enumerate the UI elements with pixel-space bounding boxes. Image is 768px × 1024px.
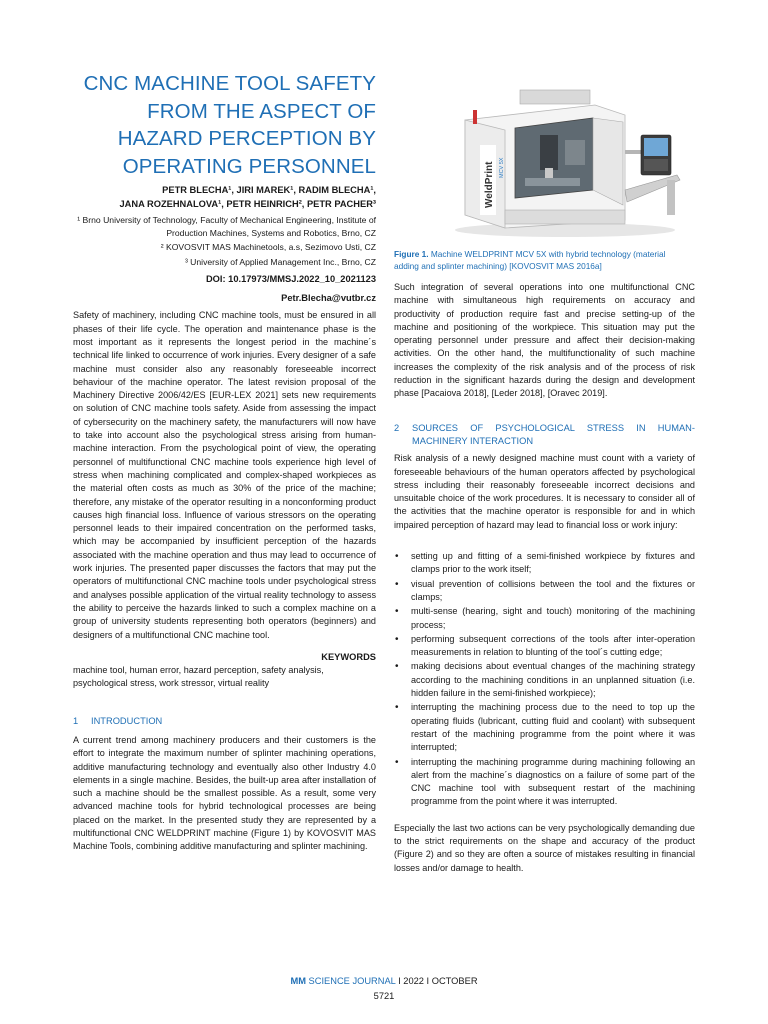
journal-year: 2022 — [400, 976, 427, 986]
affiliation-1: ¹ Brno University of Technology, Faculty of Mechanical Engineering, Institute of Production Machines, Systems and Robotics, Brno, CZ — [77, 215, 376, 238]
activity-list — [394, 550, 695, 809]
paper-title: CNC MACHINE TOOL SAFETY FROM THE ASPECT OF HAZARD PERCEPTION BY OPERATING PERSONNEL — [83, 72, 376, 178]
authors-line-2: JANA ROZEHNALOVA¹, PETR HEINRICH², PETR PACHER³ — [119, 198, 376, 209]
authors — [73, 184, 376, 211]
figure-1-label: Figure 1. — [394, 249, 429, 259]
list-item: • interrupting the machining programme during machining following an alert from the machine´s diagnostics on a failure of some part of the CNC machine tool with subsequent restart of the machining programme from the point where it was interrupted. — [394, 756, 695, 809]
doi: DOI: 10.17973/MMSJ.2022_10_2021123 — [205, 274, 376, 285]
journal-brand: MM — [290, 976, 306, 986]
journal-month: OCTOBER — [429, 976, 478, 986]
section-1-title: INTRODUCTION — [91, 715, 163, 726]
list-item: • interrupting the machining process due to the need to top up the operating fluids (lubricant, cutting fluid and coolant) with subsequent restart of the machining programme from the point where it was interrupted; — [394, 701, 695, 754]
affiliation-3: ³ University of Applied Management Inc., Brno, CZ — [184, 256, 376, 267]
journal-name: SCIENCE JOURNAL — [305, 976, 399, 986]
left-column — [73, 70, 376, 854]
right-paragraph-1: Such integration of several operations into one multifunctional CNC machine with simultaneous high requirements on accuracy and productivity of production require fast and precise setting-up of the machine and positioning of the workpiece. This situation may put the operating personnel under pressure and affect their decision-making activities. On the other hand, the multifunctionality of such machine increases the complexity of the risk analysis and of the process of risk reduction in the significant hazards during the design and development phase [Pacaiova 2018], [Leder 2018], [Oravec 2019]. — [394, 282, 695, 399]
cnc-machine-illustration — [445, 80, 685, 240]
section-2-heading — [394, 422, 695, 449]
figure-1-caption — [394, 248, 684, 272]
section-1-text: A current trend among machinery producers and their customers is the effort to integrate the maximum number of splinter machining operations, additive manufacturing technology and eventually also other Industry 4.0 elements in a single machine. Besides, the built-up area after installation of such a machine should be the smallest possible. As a result, some very advanced machine tools for hybrid technological processes are being placed on the market. In the presented study they are represented by a multifunctional CNC WELDPRINT machine (Figure 1) by KOVOSVIT MAS Machine Tools, combining additive manufacturing and splinter machining. — [73, 734, 376, 852]
section-1-number: 1 — [73, 715, 79, 726]
journal-footer — [0, 974, 768, 988]
keywords-heading: KEYWORDS — [321, 651, 376, 662]
machine-model-text: MCV 5X — [499, 157, 505, 178]
list-item: • visual prevention of collisions between the tool and the fixtures or clamps; — [394, 578, 695, 605]
footer-separator: I — [426, 976, 430, 986]
affiliation-2: ² KOVOSVIT MAS Machinetools, a.s, Sezimovo Usti, CZ — [160, 242, 376, 253]
abstract: Safety of machinery, including CNC machine tools, must be ensured in all phases of their life cycle. The operation and maintenance phase is the most important as it represents the longest period in the machine´s technical life linked to occurrence of work injuries. Every designer of a safe machine must consider also any reasonably foreseeable incorrect behaviour of the machine operator. The latest revision proposal of the Machinery Directive 2006/42/ES [EUR-LEX 2021] sets new requirements on solution of CNC machine tools safety. Aside from assessing the impact of cybersecurity on the machinery safety, the manufacturers will now have to take into account also the psychological stress arising from human-machine interaction. From the psychological point of view, the operating personnel of multifunctional CNC machine tools experience high level of stress when machining complicated and complex-shaped workpieces as the material often costs as much as 30% of the price of the machine; therefore, any mistake of the operator resulting in a nonconforming product causes high financial loss. Influence of various stressors on the operating personnel leads to their impaired concentration on the performed tasks, which may be accompanied by insufficient perception of the hazards associated with the machine operation and thus may lead to occurrence of work injuries. The presented paper discusses the factors that may put the operators of multifunctional CNC machine tools under psychological stress and analyses possible application of the virtual reality technology to assess the ability to perceive the hazards linked to such a complex machine on a group of university students representing both operators (beginners) and designers of a multifunctional CNC machine tool. — [73, 310, 376, 640]
authors-line-1: PETR BLECHA¹, JIRI MAREK¹, RADIM BLECHA¹, — [162, 185, 376, 195]
list-item: • setting up and fitting of a semi-finished workpiece by fixtures and clamps prior to the work itself; — [394, 550, 695, 577]
machine-brand-text: WeldPrint — [484, 161, 495, 208]
list-item: • performing subsequent corrections of the tools after inter-operation measurements in relation to blunting of the tool´s cutting edge; — [394, 633, 695, 660]
list-item: • making decisions about eventual changes of the machining strategy according to the machining conditions in an unplanned situation (i.e. hidden failure in the semi-finished workpiece); — [394, 660, 695, 700]
author-email[interactable]: Petr.Blecha@vutbr.cz — [281, 292, 376, 303]
right-column — [394, 281, 695, 875]
section-2-number: 2 — [394, 422, 400, 433]
footer-separator: I — [398, 976, 401, 986]
page-number: 5721 — [373, 991, 395, 1001]
section-1-heading — [73, 715, 376, 728]
figure-1-caption-text: Machine WELDPRINT MCV 5X with hybrid technology (material adding and splinter machining) [KOVOSVIT MAS 2016a] — [394, 249, 666, 272]
section-2-closing: Especially the last two actions can be very psychologically demanding due to the strict requirements on the shape and accuracy of the product (Figure 2) and so they are often a source of mistakes resulting in financial losses and/or damage to health. — [394, 822, 695, 873]
keywords: machine tool, human error, hazard perception, safety analysis, psychological stress, work stressor, virtual reality — [73, 665, 324, 689]
section-2-title: SOURCES OF PSYCHOLOGICAL STRESS IN HUMAN-MACHINERY INTERACTION — [412, 422, 695, 446]
list-item: • multi-sense (hearing, sight and touch) monitoring of the machining process; — [394, 605, 695, 632]
section-2-intro: Risk analysis of a newly designed machine must count with a variety of foreseeable behaviours of the human operators affected by psychological stress including their reasonably foreseeable incorrect decisions and unsuitable choice of the work procedures. It is necessary to consider all of the activities that the machine operator is responsible for and in which impaired perception of hazard may lead to financial loss or work injury: — [394, 453, 695, 530]
figure-1-machine-image — [445, 80, 685, 240]
